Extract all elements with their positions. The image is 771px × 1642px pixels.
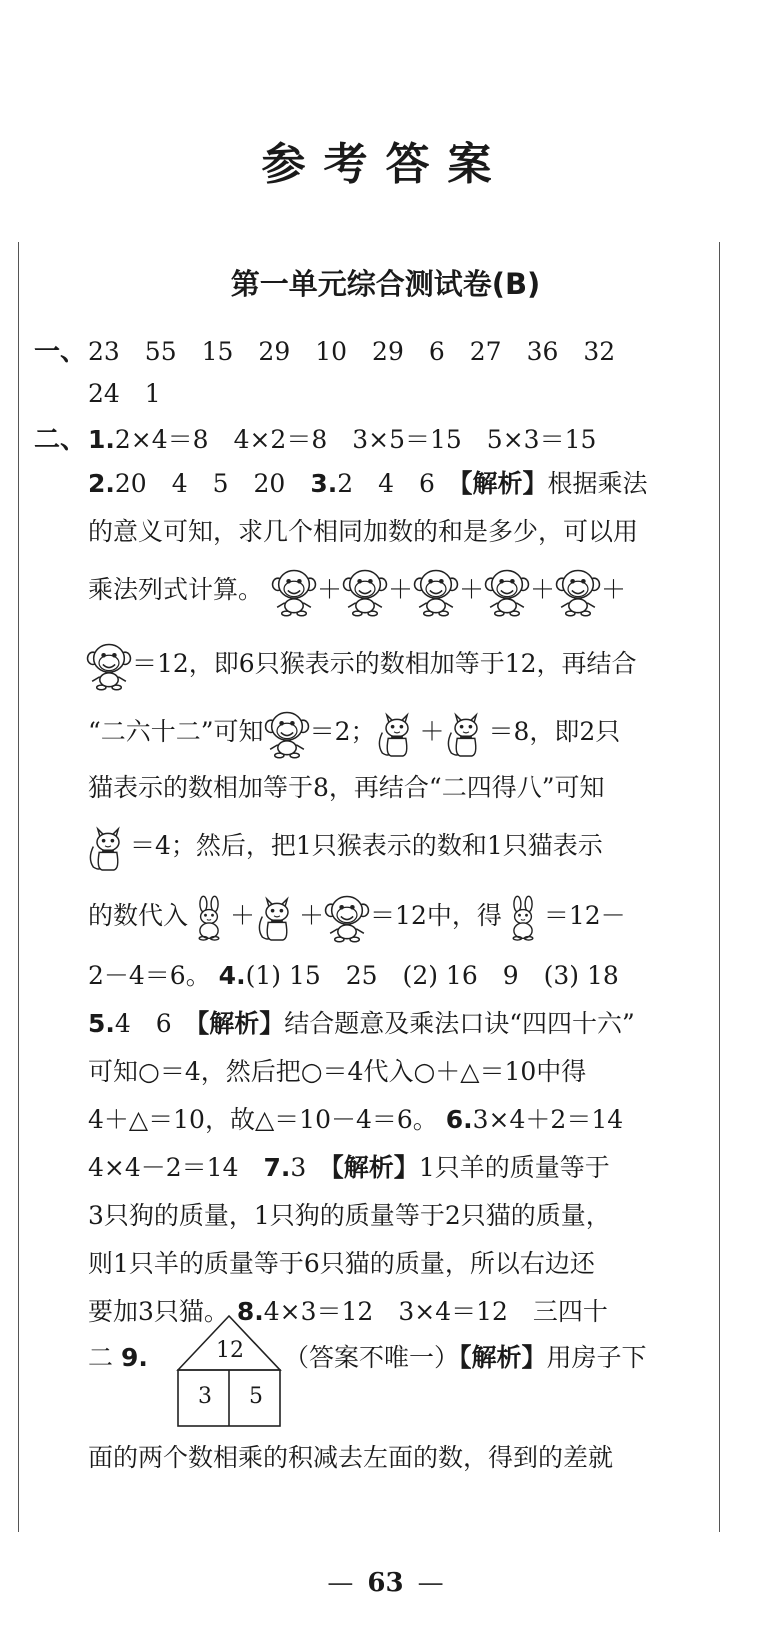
- answer-line: [86, 816, 706, 876]
- item-number: 3.: [310, 469, 338, 498]
- plus-sign: ＋: [419, 717, 445, 746]
- house-diagram: [176, 1312, 282, 1430]
- answer-text: ＝12，即6只猴表示的数相加等于12，再结合: [132, 649, 637, 678]
- answer-text: (1) 15 25 (2) 16 9 (3) 18: [245, 961, 619, 990]
- answer-line: [88, 1002, 708, 1046]
- analysis-label: 【解析】: [459, 469, 548, 498]
- monkey-icon: [264, 708, 310, 760]
- monkey-icon: [342, 566, 388, 618]
- answer-line: 可知○＝4，然后把○＝4代入○＋△＝10中得: [88, 1057, 587, 1086]
- answer-line: 的意义可知，求几个相同加数的和是多少，可以用: [88, 517, 639, 546]
- answer-text: 4×4－2＝14: [88, 1153, 264, 1182]
- plus-sign: ＋: [601, 575, 627, 604]
- answer-text: ＝12中，得: [370, 901, 502, 930]
- rabbit-icon: [502, 891, 544, 945]
- item-number: 2.: [88, 469, 115, 498]
- answer-text: 2－4＝6。: [88, 961, 219, 990]
- item-number: 7.: [263, 1153, 291, 1182]
- answer-text: 根据乘法: [547, 469, 648, 498]
- house-outline: [176, 1312, 282, 1430]
- question-marker-2: 二、: [34, 425, 87, 455]
- answer-text: 4 6: [114, 1009, 197, 1038]
- page-number: 63: [367, 1568, 404, 1598]
- answer-text: 3×4＋2＝14: [472, 1105, 624, 1134]
- item-number: 4.: [218, 961, 246, 990]
- monkey-icon: [324, 892, 370, 944]
- analysis-label: 【解析】: [331, 1153, 419, 1182]
- analysis-label: 【解析】: [459, 1343, 547, 1372]
- page-number-footer: [0, 1568, 771, 1598]
- cat-icon: [444, 707, 488, 761]
- answer-text: ＝4；然后，把1只猴表示的数和1只猫表示: [130, 831, 603, 860]
- answer-text: 二: [88, 1343, 121, 1372]
- monkey-icon: [484, 566, 530, 618]
- monkey-icon: [413, 566, 459, 618]
- question-marker-1: 一、: [34, 337, 87, 367]
- cat-icon: [86, 821, 130, 875]
- monkey-icon: [271, 566, 317, 618]
- answer-line: [86, 634, 706, 694]
- answer-text: ＝2；: [309, 717, 376, 746]
- answer-line: 3只狗的质量，1只狗的质量等于2只猫的质量，: [88, 1201, 611, 1230]
- answer-text: 结合题意及乘法口诀“四四十六”: [284, 1009, 635, 1038]
- answer-line: [88, 560, 708, 620]
- section-title: 第一单元综合测试卷(B): [230, 267, 541, 301]
- answer-line: [88, 700, 708, 764]
- answer-line: 面的两个数相乘的积减去左面的数，得到的差就: [88, 1443, 614, 1472]
- answer-line: [284, 1336, 708, 1380]
- plus-sign: ＋: [459, 575, 485, 604]
- house-left-value: 3: [198, 1384, 212, 1409]
- plus-sign: ＋: [316, 575, 342, 604]
- answer-line: 23 55 15 29 10 29 6 27 36 32: [88, 337, 616, 366]
- page-title: 参考答案: [261, 139, 510, 190]
- plus-sign: ＋: [230, 901, 256, 930]
- right-margin-rule: [719, 242, 720, 1532]
- plus-sign: ＋: [387, 575, 413, 604]
- answer-text: 2×4＝8 4×2＝8 3×5＝15 5×3＝15: [114, 425, 597, 454]
- footer-dash: —: [327, 1568, 354, 1598]
- answer-line: [88, 462, 708, 506]
- plus-sign: ＋: [299, 901, 325, 930]
- answer-line: [88, 1146, 708, 1190]
- answer-text: 4×3＝12 3×4＝12 三四十: [263, 1297, 608, 1326]
- rabbit-icon: [188, 891, 230, 945]
- answer-text: 乘法列式计算。: [88, 575, 264, 604]
- answer-text: ＝8，即2只: [488, 717, 621, 746]
- answer-text: 用房子下: [546, 1343, 647, 1372]
- monkey-icon: [555, 566, 601, 618]
- answer-line: [88, 954, 708, 998]
- answer-line: 则1只羊的质量等于6只猫的质量，所以右边还: [88, 1249, 595, 1278]
- answer-text: （答案不唯一）: [284, 1343, 460, 1372]
- answer-line: 猫表示的数相加等于8，再结合“二四得八”可知: [88, 773, 605, 802]
- plus-sign: ＋: [530, 575, 556, 604]
- answer-text: 的数代入: [88, 901, 189, 930]
- item-number: 8.: [236, 1297, 264, 1326]
- answer-text: 3: [290, 1153, 332, 1182]
- answer-text: 1只羊的质量等于: [418, 1153, 610, 1182]
- answer-text: 2 4 6: [337, 469, 460, 498]
- item-number: 9.: [120, 1343, 148, 1372]
- answer-line: 24 1: [88, 379, 161, 408]
- answer-text: ＝12－: [543, 901, 626, 930]
- answer-line: [88, 418, 708, 462]
- answer-line: [88, 1098, 708, 1142]
- footer-dash: —: [417, 1568, 444, 1598]
- cat-icon: [375, 707, 419, 761]
- answer-text: 要加3只猫。: [88, 1297, 237, 1326]
- left-margin-rule: [18, 242, 19, 1532]
- answer-text: “二六十二”可知: [88, 717, 264, 746]
- analysis-label: 【解析】: [196, 1009, 285, 1038]
- answer-line: [88, 884, 708, 948]
- house-right-value: 5: [249, 1384, 263, 1409]
- cat-icon: [255, 891, 299, 945]
- item-number: 6.: [445, 1105, 473, 1134]
- answer-text: 20 4 5 20: [114, 469, 311, 498]
- answer-text: 4＋△＝10，故△＝10－4＝6。: [88, 1105, 446, 1134]
- item-number: 1.: [88, 425, 115, 454]
- monkey-icon: [86, 640, 132, 692]
- house-top-value: 12: [216, 1338, 244, 1363]
- item-number: 5.: [88, 1009, 115, 1038]
